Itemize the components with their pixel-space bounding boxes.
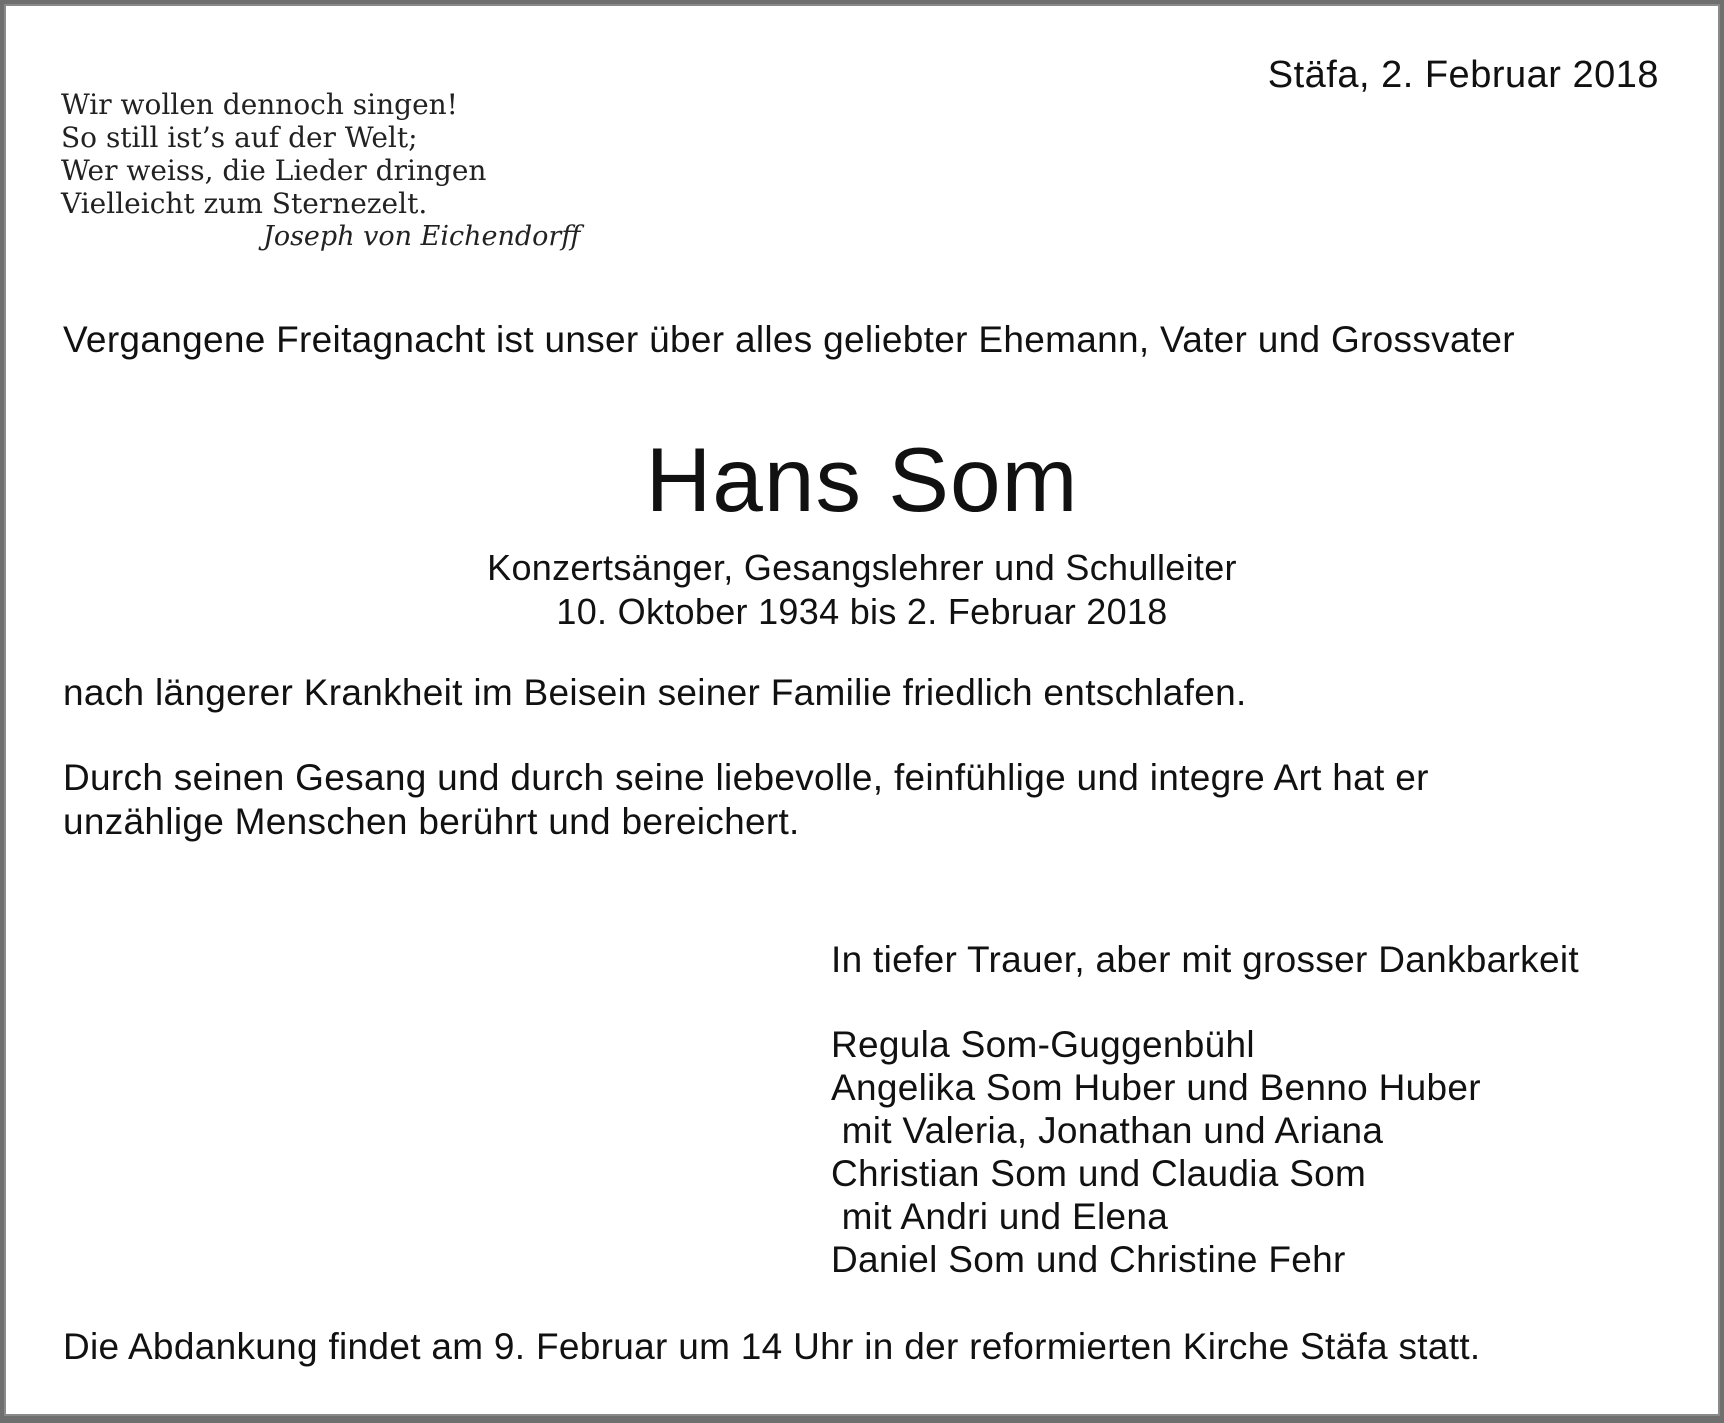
deceased-details xyxy=(6,546,1718,634)
family-member-line: Christian Som und Claudia Som xyxy=(831,1153,1367,1194)
intro-text: Vergangene Freitagnacht ist unser über alles geliebter Ehemann, Vater und Grossvater xyxy=(63,319,1515,360)
poem-author: Joseph von Eichendorff xyxy=(263,221,581,252)
tribute-line: Durch seinen Gesang und durch seine liebevolle, feinfühlige und integre Art hat er xyxy=(63,757,1429,798)
funeral-notice: Die Abdankung findet am 9. Februar um 14 Uhr in der reformierten Kirche Stäfa statt. xyxy=(63,1326,1481,1367)
family-member-line: Daniel Som und Christine Fehr xyxy=(831,1239,1346,1280)
tribute-text xyxy=(63,756,1429,844)
obituary-notice xyxy=(4,4,1720,1416)
tribute-line: unzählige Menschen berührt und bereichert. xyxy=(63,801,800,842)
poem-line: Wir wollen dennoch singen! xyxy=(61,88,458,121)
family-member-line: Regula Som-Guggenbühl xyxy=(831,1024,1255,1065)
family-member-line: mit Andri und Elena xyxy=(831,1196,1169,1237)
mourners-block xyxy=(831,938,1579,1281)
deceased-dates: 10. Oktober 1934 bis 2. Februar 2018 xyxy=(556,591,1168,632)
poem-quote xyxy=(61,88,580,253)
deceased-name: Hans Som xyxy=(645,430,1079,531)
passing-text: nach längerer Krankheit im Beisein seiner Familie friedlich entschlafen. xyxy=(63,672,1247,713)
closing-phrase: In tiefer Trauer, aber mit grosser Dankbarkeit xyxy=(831,939,1579,980)
family-member-line: mit Valeria, Jonathan und Ariana xyxy=(831,1110,1384,1151)
poem-line: Vielleicht zum Sternezelt. xyxy=(61,187,428,220)
poem-line: Wer weiss, die Lieder dringen xyxy=(61,154,487,187)
deceased-occupation: Konzertsänger, Gesangslehrer und Schulleiter xyxy=(487,547,1237,588)
place-date: Stäfa, 2. Februar 2018 xyxy=(1267,54,1659,96)
poem-line: So still ist’s auf der Welt; xyxy=(61,121,418,154)
family-member-line: Angelika Som Huber und Benno Huber xyxy=(831,1067,1481,1108)
